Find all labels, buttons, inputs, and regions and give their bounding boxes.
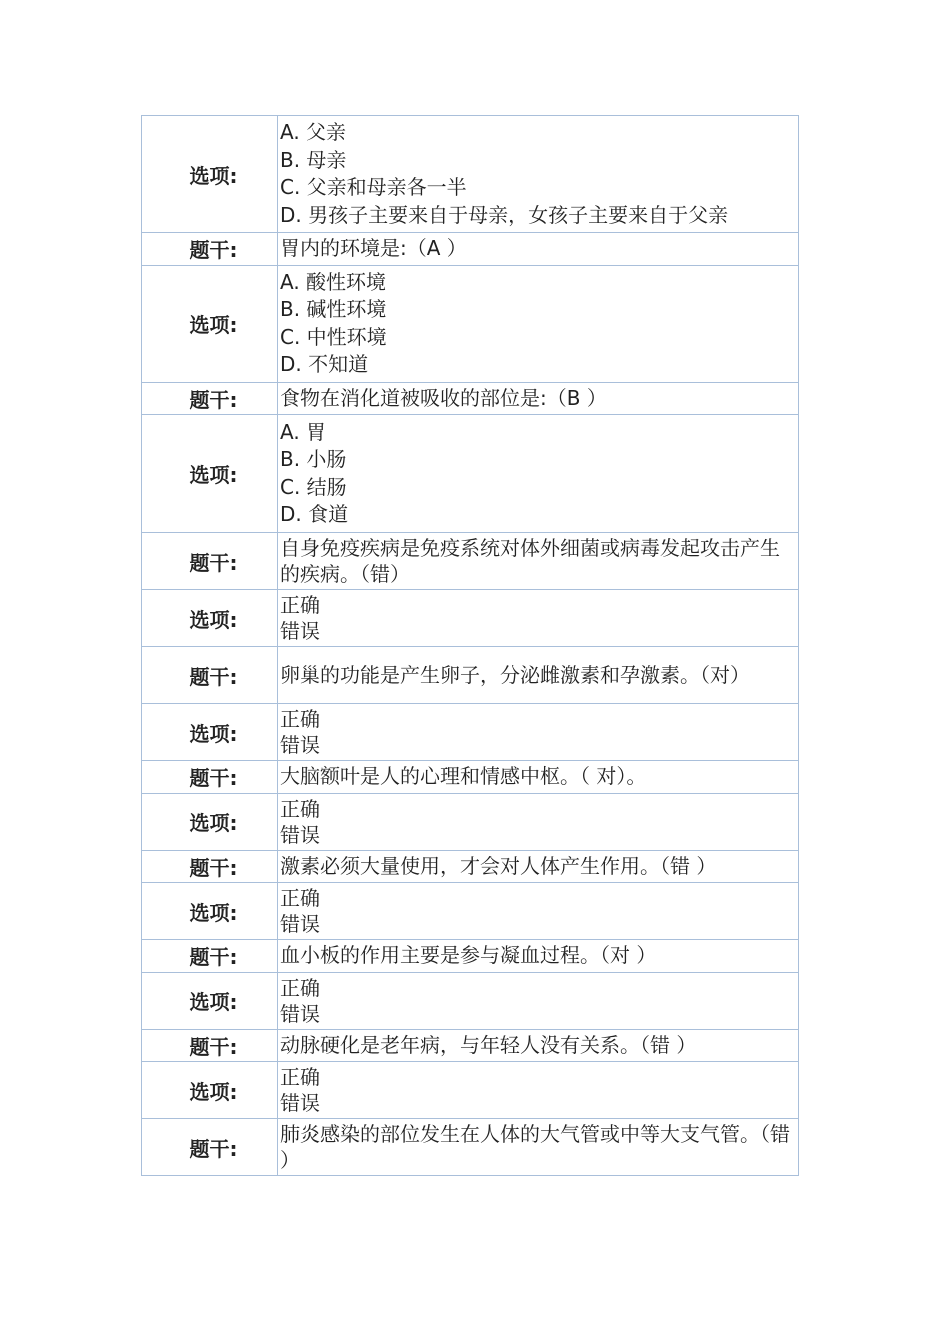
option-line: 正确 — [280, 593, 320, 617]
option-line: D. 男孩子主要来自于母亲，女孩子主要来自于父亲 — [280, 202, 729, 227]
option-line: C. 中性环境 — [280, 324, 387, 349]
row-label: 题干: — [142, 233, 278, 266]
row-label: 题干: — [142, 1119, 278, 1176]
option-line: B. 母亲 — [280, 147, 347, 172]
table-row — [142, 704, 799, 761]
options-cell — [278, 116, 799, 233]
question-stem: 食物在消化道被吸收的部位是:（B ） — [278, 382, 799, 415]
options-cell — [278, 265, 799, 382]
option-line: B. 小肠 — [280, 447, 347, 471]
row-label: 选项: — [142, 793, 278, 850]
table-row — [142, 415, 799, 533]
question-stem: 血小板的作用主要是参与凝血过程。（对 ） — [278, 940, 799, 973]
option-line: 错误 — [280, 733, 320, 757]
table-row — [142, 233, 799, 266]
table-row — [142, 1119, 799, 1176]
option-line: A. 胃 — [280, 419, 327, 444]
question-stem: 大脑额叶是人的心理和情感中枢。（ 对）。 — [278, 761, 799, 794]
row-label: 题干: — [142, 1029, 278, 1062]
row-label: 题干: — [142, 850, 278, 883]
row-label: 选项: — [142, 265, 278, 382]
option-line: 错误 — [280, 912, 320, 936]
question-stem: 激素必须大量使用，才会对人体产生作用。（错 ） — [278, 850, 799, 883]
row-label: 题干: — [142, 647, 278, 704]
option-line: 错误 — [280, 1091, 320, 1115]
table-row — [142, 116, 799, 233]
table-row — [142, 940, 799, 973]
table-row — [142, 883, 799, 940]
question-stem: 自身免疫疾病是免疫系统对体外细菌或病毒发起攻击产生的疾病。（错） — [278, 533, 799, 590]
option-line: A. 酸性环境 — [280, 269, 387, 294]
table-row — [142, 590, 799, 647]
row-label: 题干: — [142, 533, 278, 590]
option-line: D. 食道 — [280, 502, 349, 526]
options-cell — [278, 1062, 799, 1119]
option-line: 错误 — [280, 822, 320, 847]
row-label: 题干: — [142, 940, 278, 973]
options-cell — [278, 972, 799, 1029]
option-line: 正确 — [280, 707, 320, 731]
table-row — [142, 1062, 799, 1119]
question-table — [141, 115, 799, 1176]
row-label: 选项: — [142, 1062, 278, 1119]
row-label: 题干: — [142, 761, 278, 794]
option-line: D. 不知道 — [280, 352, 369, 376]
option-line: 正确 — [280, 975, 320, 1000]
options-cell — [278, 883, 799, 940]
question-stem: 胃内的环境是:（A ） — [278, 233, 799, 266]
row-label: 选项: — [142, 972, 278, 1029]
options-cell — [278, 793, 799, 850]
option-line: 正确 — [280, 886, 320, 910]
table-row — [142, 761, 799, 794]
row-label: 选项: — [142, 704, 278, 761]
table-row — [142, 793, 799, 850]
option-line: B. 碱性环境 — [280, 297, 387, 321]
row-label: 选项: — [142, 415, 278, 533]
question-stem: 卵巢的功能是产生卵子，分泌雌激素和孕激素。（对） — [278, 647, 799, 704]
question-stem: 动脉硬化是老年病，与年轻人没有关系。（错 ） — [278, 1029, 799, 1062]
option-line: 错误 — [280, 1001, 320, 1026]
row-label: 选项: — [142, 883, 278, 940]
table-row — [142, 382, 799, 415]
row-label: 题干: — [142, 382, 278, 415]
table-row — [142, 850, 799, 883]
option-line: 错误 — [280, 619, 320, 643]
option-line: 正确 — [280, 796, 320, 821]
option-line: C. 父亲和母亲各一半 — [280, 175, 467, 199]
question-stem: 肺炎感染的部位发生在人体的大气管或中等大支气管。（错 ） — [278, 1119, 799, 1176]
option-line: 正确 — [280, 1065, 320, 1089]
row-label: 选项: — [142, 590, 278, 647]
row-label: 选项: — [142, 116, 278, 233]
table-row — [142, 265, 799, 382]
option-line: C. 结肠 — [280, 474, 347, 499]
options-cell — [278, 704, 799, 761]
table-row — [142, 1029, 799, 1062]
option-line: A. 父亲 — [280, 120, 347, 144]
table-row — [142, 533, 799, 590]
table-row — [142, 647, 799, 704]
table-row — [142, 972, 799, 1029]
options-cell — [278, 590, 799, 647]
options-cell — [278, 415, 799, 533]
